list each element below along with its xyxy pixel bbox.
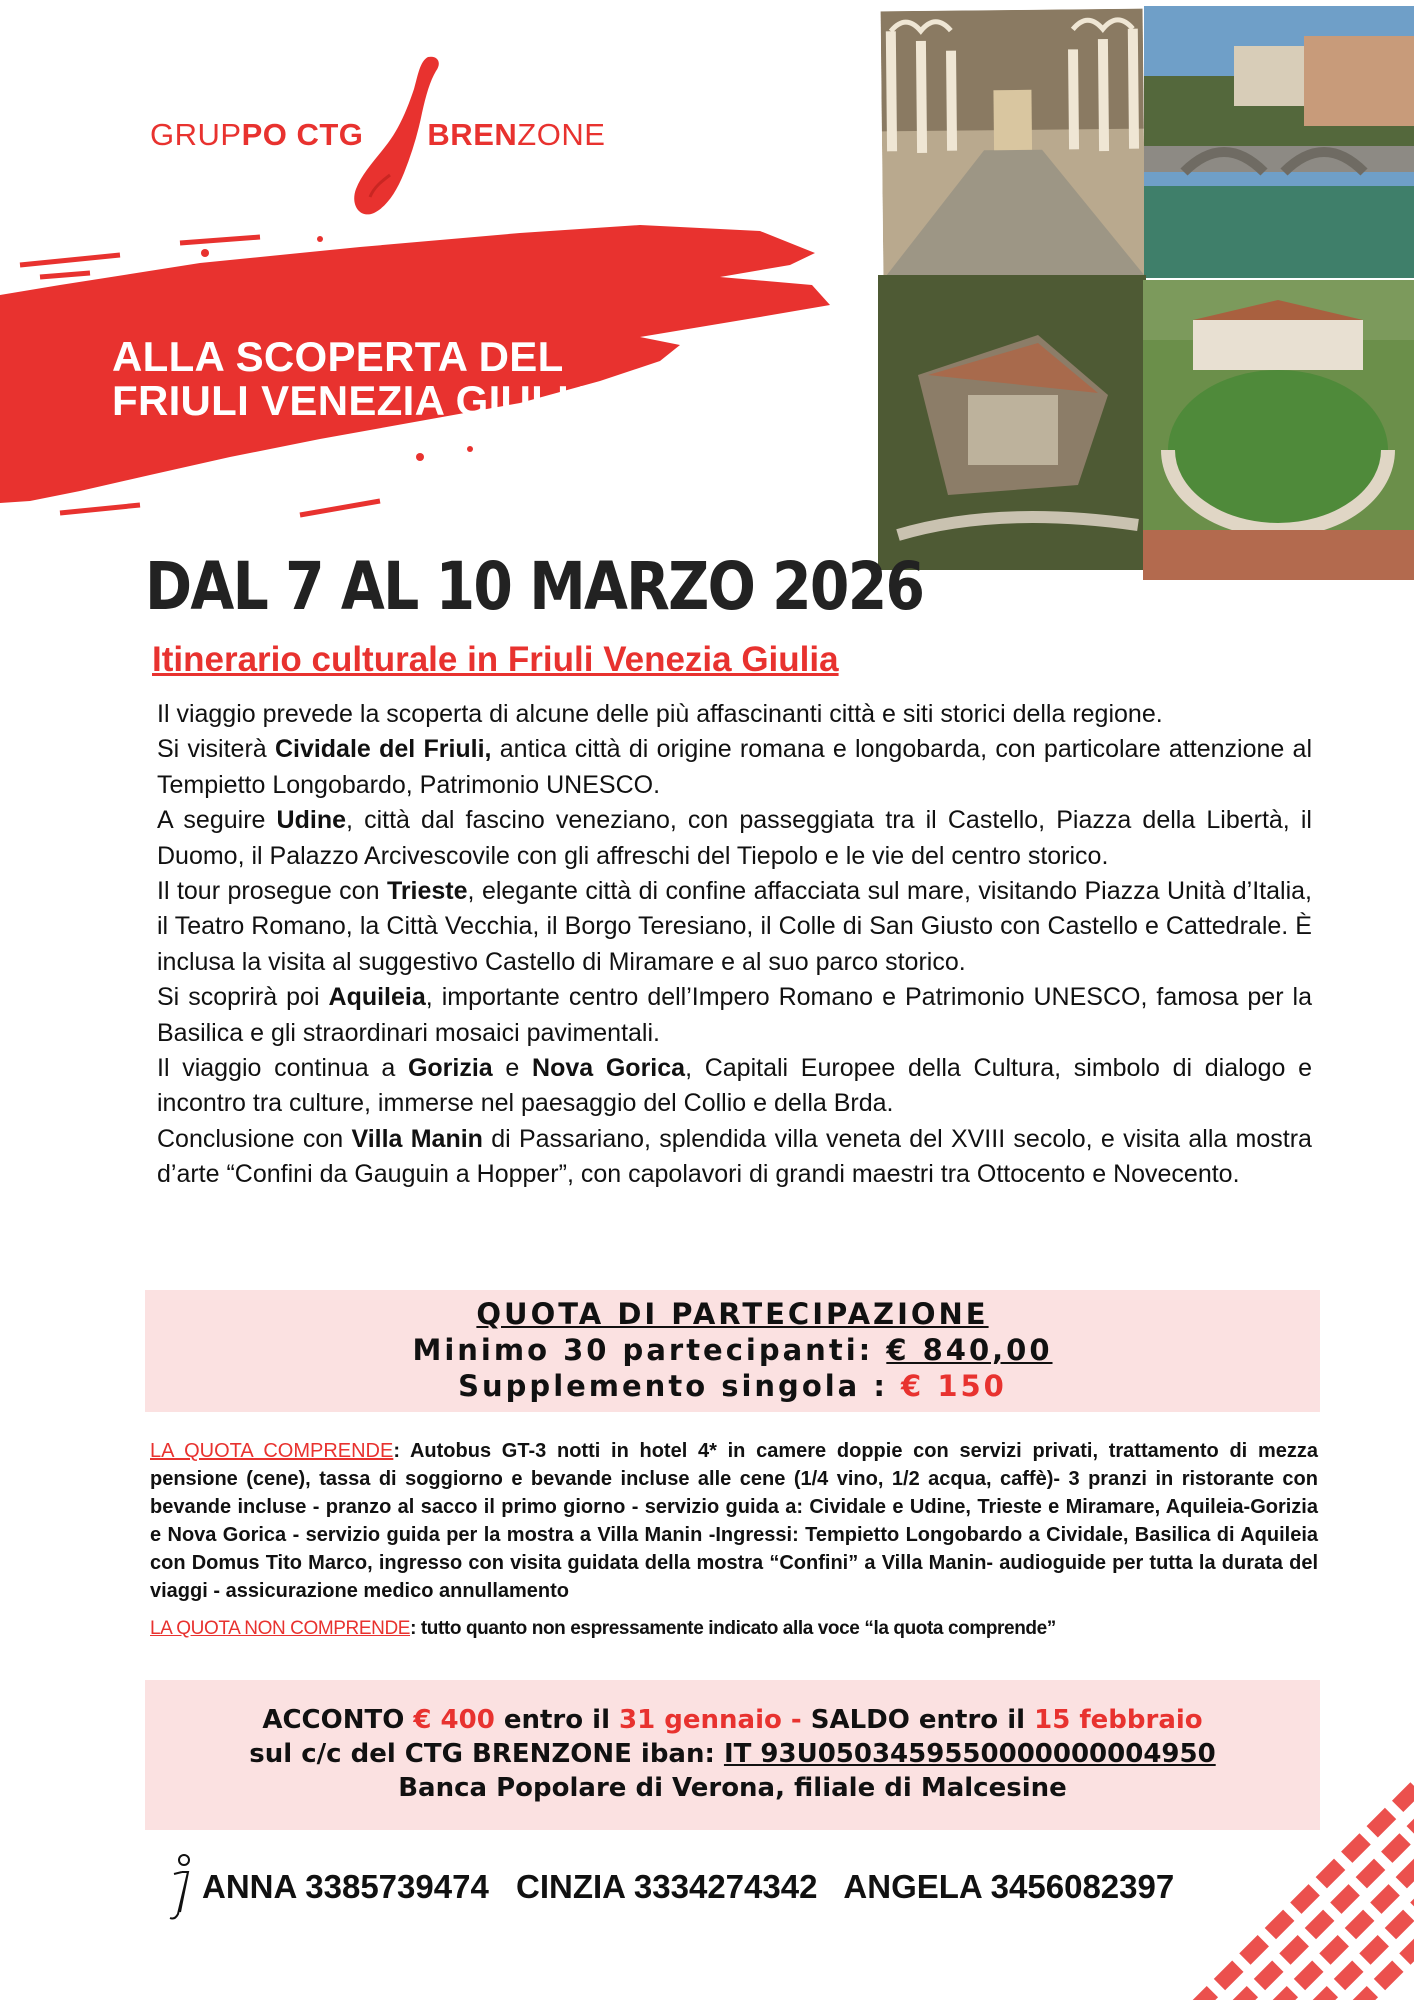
paragraph-gorizia: Il viaggio continua a Gorizia e Nova Gorica, Capitali Europee della Cultura, simbolo di dialogo e incontro tra culture, immerse nel paesaggio del Collio e della Brda. xyxy=(157,1054,1313,1118)
payment-bank: Banca Popolare di Verona, filiale di Malcesine xyxy=(398,1773,1067,1803)
price-box xyxy=(145,1290,1320,1412)
paragraph-aquileia: Si scoprirà poi Aquileia, importante centro dell’Impero Romano e Patrimonio UNESCO, famosa per la Basilica e gli straordinari mosaici pavimentali. xyxy=(157,983,1312,1047)
itinerary-subtitle: Itinerario culturale in Friuli Venezia Giulia xyxy=(152,640,839,679)
paragraph-intro: Il viaggio prevede la scoperta di alcune delle più affascinanti città e siti storici della regione. xyxy=(157,700,1163,728)
paragraph-cividale: Si visiterà Cividale del Friuli, antica città di origine romana e longobarda, con particolare attenzione al Tempietto Longobardo, Patrimonio UNESCO. xyxy=(157,735,1312,799)
contact-anna: ANNA 3385739474 xyxy=(202,1868,489,1905)
photo-devil-bridge xyxy=(1144,6,1414,278)
paragraph-villa-manin: Conclusione con Villa Manin di Passariano, splendida villa veneta del XVIII secolo, e visita alla mostra d’arte “Confini da Gauguin a Hopper”, con capolavori di grandi maestri tra Ottocento e Novecento. xyxy=(157,1124,1312,1189)
contacts xyxy=(160,1848,1310,1928)
logo-text: GRUPPO CTG BRENZONE xyxy=(150,117,606,152)
payment-box xyxy=(145,1680,1320,1830)
contact-angela: ANGELA 3456082397 xyxy=(843,1868,1175,1905)
photo-villa-manin xyxy=(1143,280,1414,580)
photo-miramare-castle xyxy=(878,275,1146,570)
photo-basilica-interior xyxy=(881,9,1146,280)
banner-title-line-2: FRIULI VENEZIA GIULIA xyxy=(112,377,600,424)
banner-title xyxy=(112,335,812,423)
banner-title-line-1: ALLA SCOPERTA DEL xyxy=(112,333,564,380)
paragraph-udine: A seguire Udine, città dal fascino veneziano, con passeggiata tra il Castello, Piazza della Libertà, il Duomo, il Palazzo Arcivescovile con gli affreschi del Tiepolo e le vie del centro storico. xyxy=(157,806,1312,870)
ctg-brenzone-logo xyxy=(140,55,606,215)
payment-iban: sul c/c del CTG BRENZONE iban: IT 93U0503459550000000004950 xyxy=(249,1739,1216,1769)
single-supplement: Supplemento singola : € 150 xyxy=(458,1369,1007,1403)
quota-excludes: LA QUOTA NON COMPRENDE: tutto quanto non espressamente indicato alla voce “la quota comprende” xyxy=(150,1618,1056,1639)
contact-list xyxy=(202,1868,1192,1906)
photo-collage xyxy=(878,0,1414,590)
info-icon xyxy=(160,1852,200,1922)
conditions xyxy=(150,1437,1318,1643)
itinerary-description xyxy=(157,697,1312,1193)
price-title: QUOTA DI PARTECIPAZIONE xyxy=(476,1297,989,1331)
contact-cinzia: CINZIA 3334274342 xyxy=(515,1868,818,1905)
single-supplement-amount: € 150 xyxy=(901,1369,1007,1403)
paragraph-trieste: Il tour prosegue con Trieste, elegante città di confine affacciata sul mare, visitando Piazza Unità d’Italia, il Teatro Romano, la Città Vecchia, il Borgo Teresiano, il Colle di San Giusto con Castello e Cattedrale. È inclusa la visita al suggestivo Castello di Miramare e al suo parco storico. xyxy=(157,877,1312,976)
iban-value: IT 93U0503459550000000004950 xyxy=(723,1739,1216,1769)
payment-deadlines: ACCONTO € 400 entro il 31 gennaio - SALDO entro il 15 febbraio xyxy=(262,1705,1203,1735)
decorative-corner-stripes xyxy=(1154,1740,1414,2000)
quota-includes: LA QUOTA COMPRENDE: Autobus GT-3 notti in hotel 4* in camere doppie con servizi privati, trattamento di mezza pensione (cene), tassa di soggiorno e bevande incluse alle cene (1/4 vino, 1/2 acqua, caffè)- 3 pranzi in ristorante con bevande incluse - pranzo al sacco il primo giorno - servizio guida a: Cividale e Udine, Trieste e Miramare, Aquileia-Gorizia e Nova Gorica - servizio guida per la mostra a Villa Manin -Ingressi: Tempietto Longobardo a Cividale, Basilica di Aquileia con Domus Tito Marco, ingresso con visita guidata della mostra “Confini” a Villa Manin- audioguide per tutta la durata del viaggi - assicurazione medico annullamento xyxy=(150,1440,1318,1602)
price-minimum: Minimo 30 partecipanti: € 840,00 xyxy=(412,1333,1053,1367)
price-amount: € 840,00 xyxy=(886,1333,1053,1367)
date-title: DAL 7 AL 10 MARZO 2026 xyxy=(145,548,924,625)
